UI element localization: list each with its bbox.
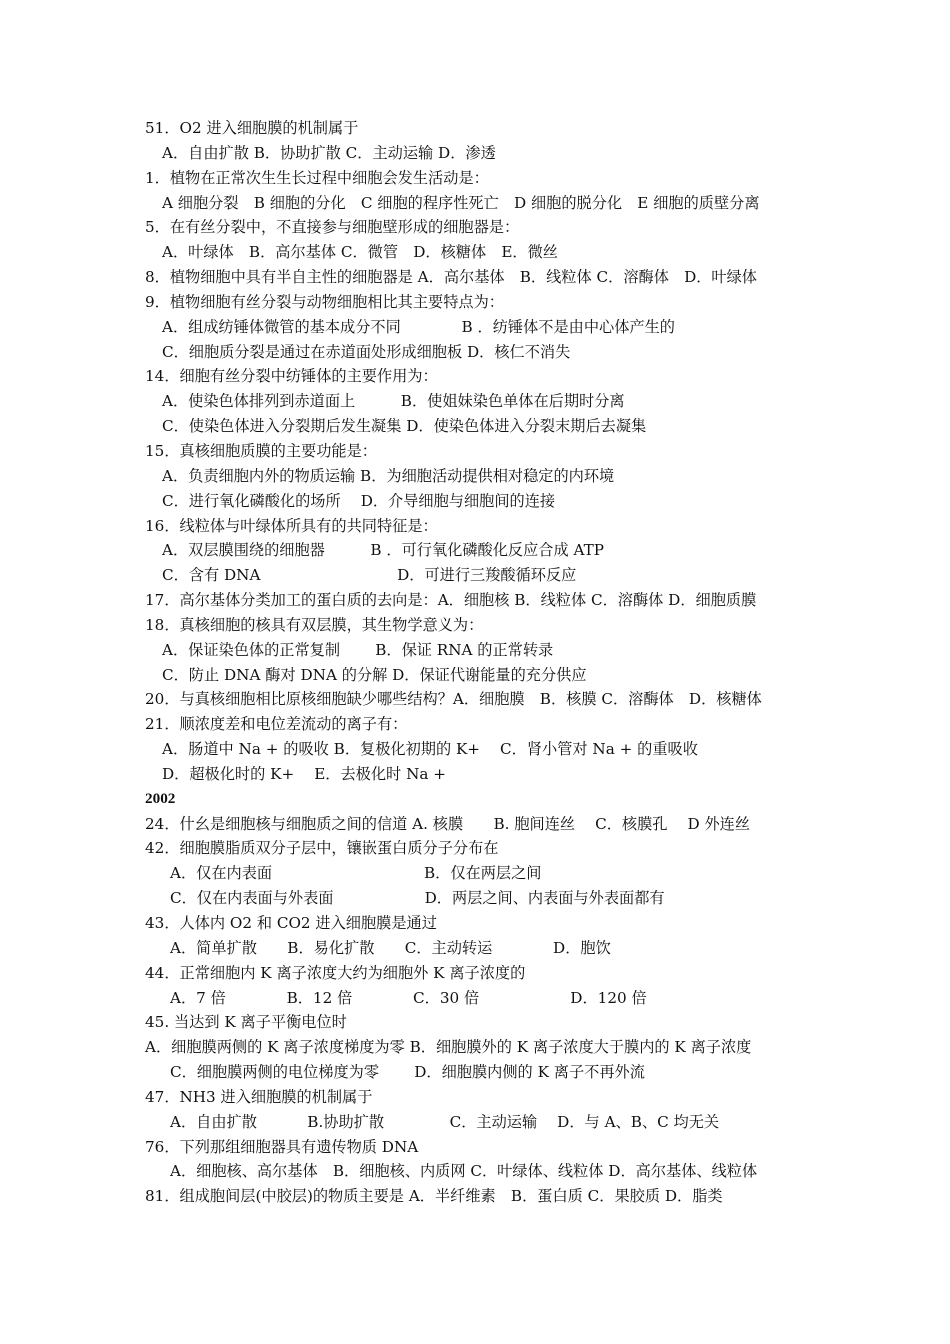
answer-options-line: A．组成纺锤体微管的基本成分不同 B ．纺锤体不是由中心体产生的	[162, 317, 675, 336]
question-line: 8．植物细胞中具有半自主性的细胞器是 A．高尔基体 B．线粒体 C．溶酶体 D．叶绿体	[145, 268, 757, 287]
question-line: 18．真核细胞的核具有双层膜，其生物学意义为：	[145, 615, 484, 634]
question-line: 47．NH3 进入细胞膜的机制属于	[145, 1087, 373, 1106]
question-line: 51．O2 进入细胞膜的机制属于	[145, 119, 359, 137]
question-line: 76．下列那组细胞器具有遗传物质 DNA	[145, 1137, 419, 1156]
answer-options-line: A．细胞核、高尔基体 B．细胞核、内质网 C．叶绿体、线粒体 D．高尔基体、线粒体	[170, 1162, 758, 1181]
answer-options-line: A．保证染色体的正常复制 B．保证 RNA 的正常转录	[162, 640, 554, 659]
question-line: 5．在有丝分裂中，不直接参与细胞壁形成的细胞器是：	[145, 218, 520, 237]
answer-options-line: C．含有 DNA D．可进行三羧酸循环反应	[162, 566, 577, 585]
question-line: 14．细胞有丝分裂中纺锤体的主要作用为：	[145, 367, 438, 386]
answer-options-line: D．超极化时的 K+ E．去极化时 Na +	[162, 764, 446, 783]
answer-options-line: A．双层膜围绕的细胞器 B ．可行氧化磷酸化反应合成 ATP	[162, 541, 604, 560]
question-line: 81．组成胞间层(中胶层)的物质主要是 A．半纤维素 B．蛋白质 C．果胶质 D．脂类	[145, 1187, 723, 1206]
question-line: 15．真核细胞质膜的主要功能是：	[145, 441, 377, 460]
answer-options-line: A．仅在内表面 B．仅在两层之间	[170, 864, 542, 883]
section-heading: 2002	[145, 789, 176, 807]
answer-options-line: A．简单扩散 B．易化扩散 C．主动转运 D．胞饮	[170, 938, 611, 957]
question-line: 9．植物细胞有丝分裂与动物细胞相比其主要特点为：	[145, 292, 504, 311]
answer-options-line: C．防止 DNA 酶对 DNA 的分解 D．保证代谢能量的充分供应	[162, 665, 587, 684]
answer-options-line: C．使染色体进入分裂期后发生凝集 D．使染色体进入分裂末期后去凝集	[162, 417, 647, 436]
question-line: 43．人体内 O2 和 CO2 进入细胞膜是通过	[145, 914, 437, 932]
question-line: 42．细胞膜脂质双分子层中，镶嵌蛋白质分子分布在	[145, 839, 499, 858]
answer-options-line: A 细胞分裂 B 细胞的分化 C 细胞的程序性死亡 D 细胞的脱分化 E 细胞的质壁分离	[162, 193, 760, 212]
answer-options-line: C．进行氧化磷酸化的场所 D．介导细胞与细胞间的连接	[162, 491, 556, 510]
answer-options-line: C．细胞质分裂是通过在赤道面处形成细胞板 D．核仁不消失	[162, 342, 571, 361]
question-line: 17．高尔基体分类加工的蛋白质的去向是：A．细胞核 B．线粒体 C．溶酶体 D．细胞质膜	[145, 591, 757, 610]
question-line: 44．正常细胞内 K 离子浓度大约为细胞外 K 离子浓度的	[145, 963, 526, 982]
answer-options-line: A．肠道中 Na + 的吸收 B．复极化初期的 K+ C．肾小管对 Na + 的重吸收	[162, 740, 698, 759]
question-line: 16．线粒体与叶绿体所具有的共同特征是：	[145, 516, 438, 535]
answer-options-line: C．仅在内表面与外表面 D．两层之间、内表面与外表面都有	[170, 889, 665, 908]
answer-options-line: A．叶绿体 B．高尔基体 C．微管 D．核糖体 E．微丝	[162, 243, 558, 262]
question-line: 24．什幺是细胞核与细胞质之间的信道 A. 核膜 B. 胞间连丝 C．核膜孔 D 外连丝	[145, 814, 751, 833]
answer-options-line: A．7 倍 B．12 倍 C．30 倍 D．120 倍	[170, 988, 647, 1007]
document-page	[145, 116, 810, 1209]
question-line: 21．顺浓度差和电位差流动的离子有：	[145, 715, 408, 734]
answer-options-line: A．自由扩散 B．协助扩散 C．主动运输 D．渗透	[162, 143, 496, 162]
question-line: 20．与真核细胞相比原核细胞缺少哪些结构？A．细胞膜 B．核膜 C．溶酶体 D．核糖体	[145, 690, 762, 709]
answer-options-line: C．细胞膜两侧的电位梯度为零 D．细胞膜内侧的 K 离子不再外流	[170, 1063, 645, 1082]
question-line: A．细胞膜两侧的 K 离子浓度梯度为零 B．细胞膜外的 K 离子浓度大于膜内的 K 离子浓度	[145, 1038, 752, 1057]
answer-options-line: A．负责细胞内外的物质运输 B．为细胞活动提供相对稳定的内环境	[162, 466, 615, 485]
question-line: 45. 当达到 K 离子平衡电位时	[145, 1013, 347, 1032]
answer-options-line: A．自由扩散 B.协助扩散 C．主动运输 D．与 A、B、C 均无关	[170, 1112, 720, 1131]
question-line: 1．植物在正常次生生长过程中细胞会发生活动是：	[145, 168, 489, 187]
answer-options-line: A．使染色体排列到赤道面上 B．使姐妹染色单体在后期时分离	[162, 392, 625, 411]
